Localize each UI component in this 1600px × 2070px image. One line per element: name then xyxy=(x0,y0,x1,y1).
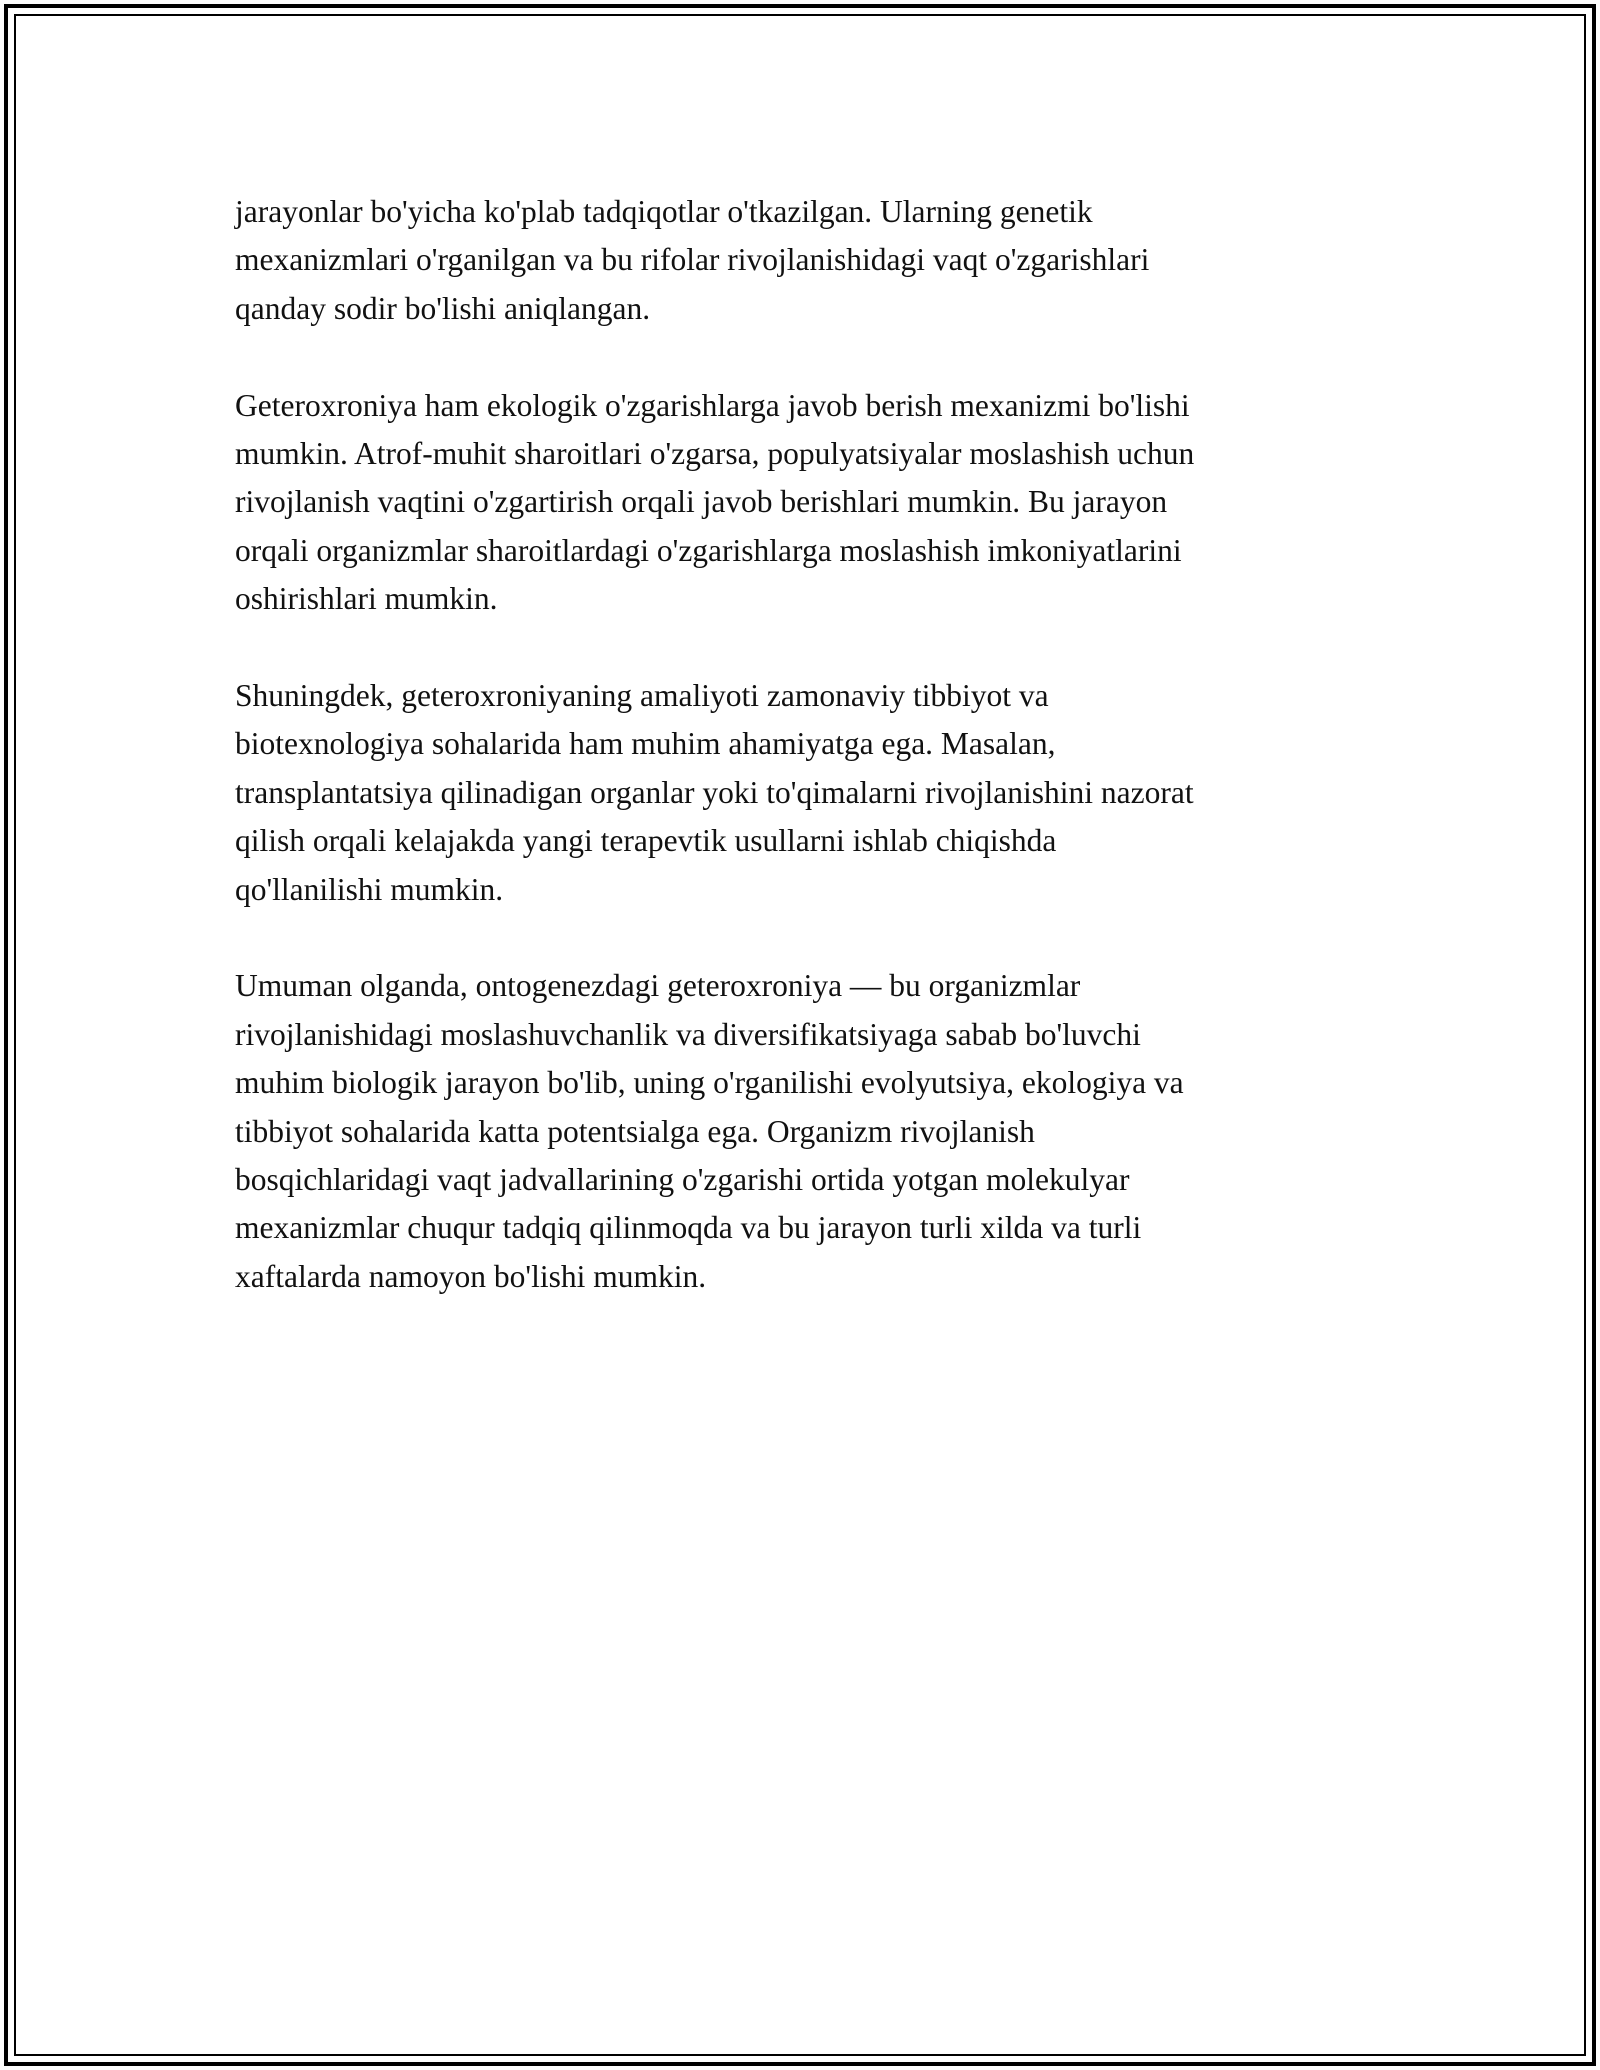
text-line: bosqichlaridagi vaqt jadvallarining o'zgarishi ortida yotgan molekulyar xyxy=(235,1162,1130,1198)
text-line: mexanizmlar chuqur tadqiq qilinmoqda va bu jarayon turli xilda va turli xyxy=(235,1210,1142,1246)
text-line: Geteroxroniya ham ekologik o'zgarishlarga javob berish mexanizmi bo'lishi xyxy=(235,387,1190,423)
paragraph-2 xyxy=(235,382,1370,624)
paragraph-spacer xyxy=(235,333,1370,381)
text-line: qanday sodir bo'lishi aniqlangan. xyxy=(235,290,651,326)
text-line: rivojlanishidagi moslashuvchanlik va diversifikatsiyaga sabab bo'luvchi xyxy=(235,1016,1141,1052)
text-line: rivojlanish vaqtini o'zgartirish orqali javob berishlari mumkin. Bu jarayon xyxy=(235,484,1168,520)
paragraph-1 xyxy=(235,188,1370,333)
text-line: xaftalarda namoyon bo'lishi mumkin. xyxy=(235,1258,707,1294)
text-line: orqali organizmlar sharoitlardagi o'zgarishlarga moslashish imkoniyatlarini xyxy=(235,532,1182,568)
text-line: qilish orqali kelajakda yangi terapevtik usullarni ishlab chiqishda xyxy=(235,823,1057,859)
text-line: biotexnologiya sohalarida ham muhim ahamiyatga ega. Masalan, xyxy=(235,726,1056,762)
text-line: muhim biologik jarayon bo'lib, uning o'rganilishi evolyutsiya, ekologiya va xyxy=(235,1065,1184,1101)
text-line: Shuningdek, geteroxroniyaning amaliyoti zamonaviy tibbiyot va xyxy=(235,678,1049,714)
text-line: mexanizmlari o'rganilgan va bu rifolar rivojlanishidagi vaqt o'zgarishlari xyxy=(235,242,1150,278)
text-line: mumkin. Atrof-muhit sharoitlari o'zgarsa, populyatsiyalar moslashish uchun xyxy=(235,436,1195,472)
text-line: tibbiyot sohalarida katta potentsialga ega. Organizm rivojlanish xyxy=(235,1113,1035,1149)
text-line: qo'llanilishi mumkin. xyxy=(235,871,504,907)
paragraph-3 xyxy=(235,672,1370,914)
paragraph-spacer xyxy=(235,624,1370,672)
paragraph-4 xyxy=(235,962,1370,1301)
document-body xyxy=(235,188,1370,1301)
paragraph-spacer xyxy=(235,914,1370,962)
text-line: transplantatsiya qilinadigan organlar yoki to'qimalarni rivojlanishini nazorat xyxy=(235,774,1194,810)
text-line: jarayonlar bo'yicha ko'plab tadqiqotlar o'tkazilgan. Ularning genetik xyxy=(235,194,1093,229)
text-line: oshirishlari mumkin. xyxy=(235,581,498,617)
text-line: Umuman olganda, ontogenezdagi geteroxroniya — bu organizmlar xyxy=(235,968,1081,1004)
